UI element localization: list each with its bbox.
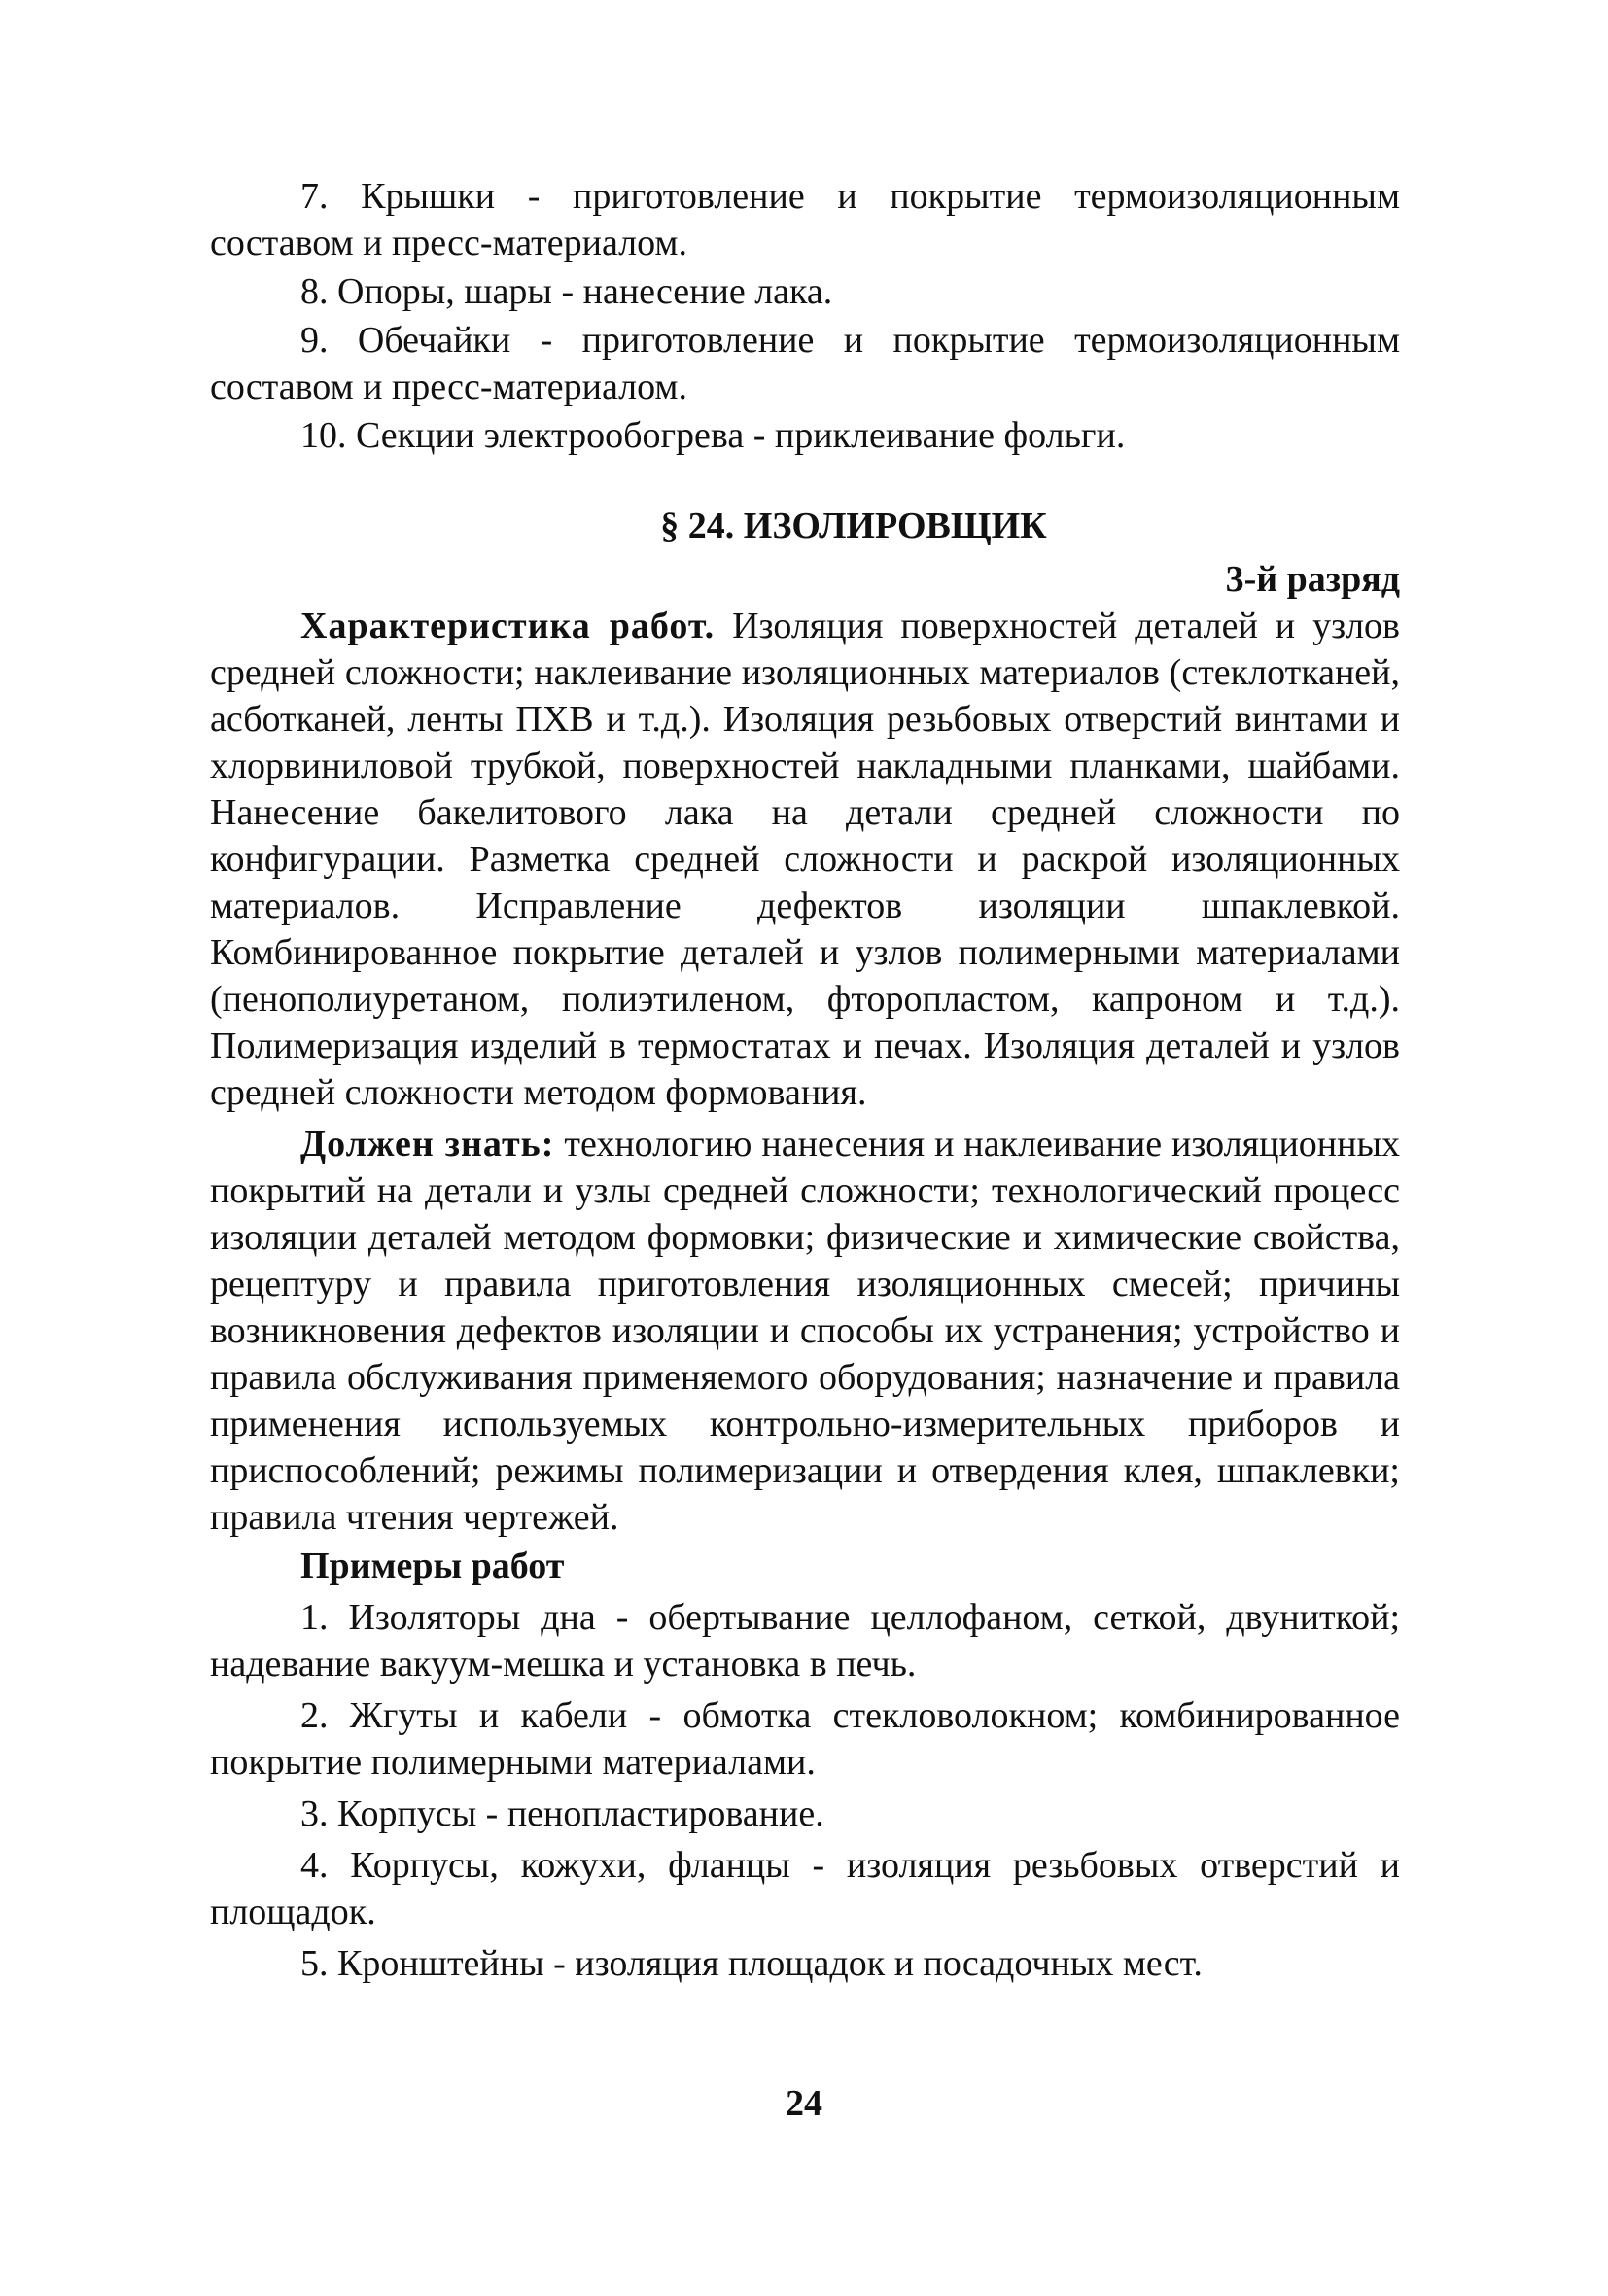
must-know-paragraph [210, 1121, 1400, 1541]
document-page [210, 173, 1400, 1989]
must-know-text: технологию нанесения и наклеивание изоляционных покрытий на детали и узлы средней сложности; технологический процесс изоляции деталей методом формовки; физические и химические свойства, рецептуру и правила приготовления изоляционных смесей; причины возникновения дефектов изоляции и способы их устранения; устройство и правила обслуживания применяемого оборудования; назначение и правила применения используемых контрольно-измерительных приборов и приспособлений; режимы полимеризации и отвердения клея, шпаклевки; правила чтения чертежей. [210, 1124, 1400, 1538]
example-item: 4. Корпусы, кожухи, фланцы - изоляция резьбовых отверстий и площадок. [210, 1845, 1400, 1932]
characteristics-paragraph [210, 603, 1400, 1116]
list-item: 8. Опоры, шары - нанесение лака. [300, 271, 833, 312]
example-item: 2. Жгуты и кабели - обмотка стекловолокном; комбинированное покрытие полимерными материалами. [210, 1695, 1400, 1783]
list-item: 9. Обечайки - приготовление и покрытие термоизоляционным составом и пресс-материалом. [210, 320, 1400, 407]
characteristics-text: Изоляция поверхностей деталей и узлов средней сложности; наклеивание изоляционных материалов (стеклотканей, асботканей, ленты ПХВ и т.д.). Изоляция резьбовых отверстий винтами и хлорвиниловой трубкой, поверхностей накладными планками, шайбами. Нанесение бакелитового лака на детали средней сложности по конфигурации. Разметка средней сложности и раскрой изоляционных материалов. Исправление дефектов изоляции шпаклевкой. Комбинированное покрытие деталей и узлов полимерными материалами (пенополиуретаном, полиэтиленом, фторопластом, капроном и т.д.). Полимеризация изделий в термостатах и печах. Изоляция деталей и узлов средней сложности методом формования. [210, 606, 1400, 1113]
examples-heading: Примеры работ [300, 1546, 565, 1586]
section-title: § 24. ИЗОЛИРОВЩИК [660, 505, 1047, 546]
example-item: 5. Кронштейны - изоляция площадок и посадочных мест. [300, 1943, 1203, 1984]
rank-label: 3-й разряд [1225, 559, 1400, 600]
list-item: 7. Крышки - приготовление и покрытие термоизоляционным составом и пресс-материалом. [210, 176, 1400, 263]
example-item: 3. Корпусы - пенопластирование. [300, 1793, 824, 1834]
must-know-label: Должен знать: [300, 1124, 555, 1165]
page-number: 24 [786, 2083, 822, 2124]
list-item: 10. Секции электрообогрева - приклеивание фольги. [300, 415, 1126, 456]
example-item: 1. Изоляторы дна - обертывание целлофаном, сеткой, двуниткой; надевание вакуум-мешка и установка в печь. [210, 1597, 1400, 1685]
characteristics-label: Характеристика работ. [300, 606, 716, 646]
